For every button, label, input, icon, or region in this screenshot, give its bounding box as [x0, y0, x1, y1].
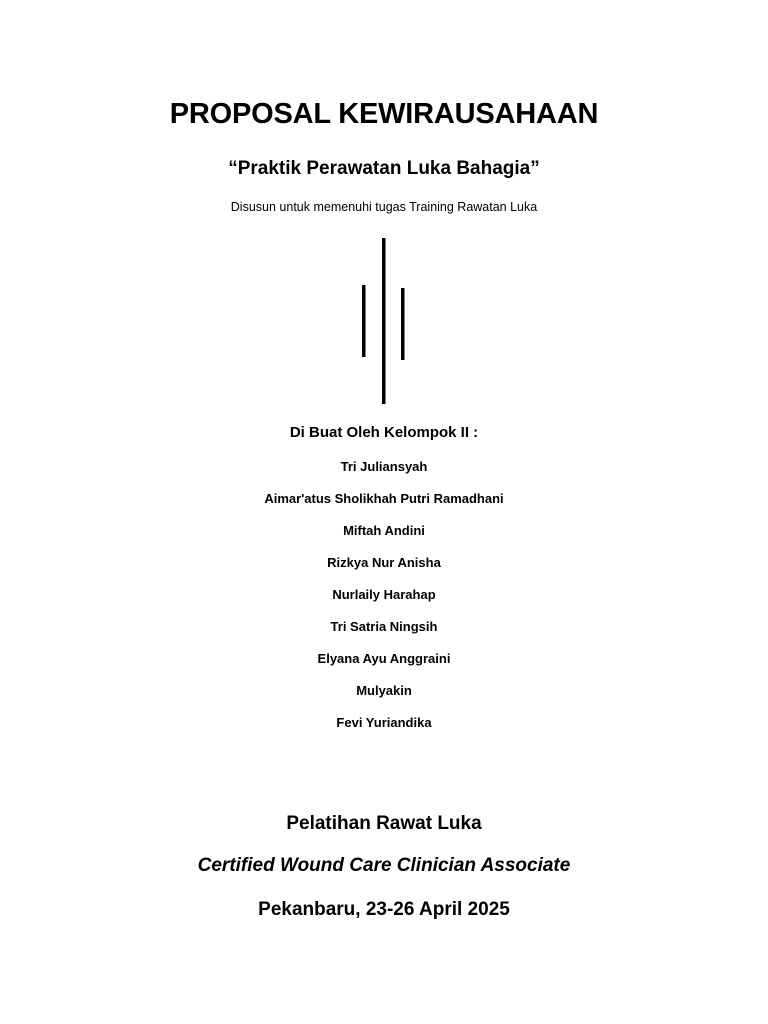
document-purpose: Disusun untuk memenuhi tugas Training Rawatan Luka: [230, 200, 538, 214]
member-list: [0, 456, 768, 744]
member-name: Miftah Andini: [343, 523, 425, 538]
member-name: Mulyakin: [356, 683, 412, 698]
logo-center-line: [382, 238, 386, 404]
document-title: PROPOSAL KEWIRAUSAHAAN: [169, 98, 599, 130]
member-name: Fevi Yuriandika: [336, 715, 432, 730]
logo-right-line: [401, 288, 405, 360]
member-name: Tri Juliansyah: [340, 459, 428, 474]
member-name: Aimar'atus Sholikhah Putri Ramadhani: [264, 491, 504, 506]
member-name: Elyana Ayu Anggraini: [317, 651, 451, 666]
member-name: Rizkya Nur Anisha: [327, 555, 441, 570]
logo-left-line: [362, 285, 366, 357]
member-name: Nurlaily Harahap: [332, 587, 436, 602]
place-and-date: Pekanbaru, 23-26 April 2025: [258, 899, 510, 920]
document-subtitle: “Praktik Perawatan Luka Bahagia”: [228, 158, 540, 179]
training-name: Pelatihan Rawat Luka: [286, 813, 482, 834]
created-by-heading: Di Buat Oleh Kelompok II :: [289, 424, 479, 441]
certification-name: Certified Wound Care Clinician Associate: [197, 855, 571, 876]
member-name: Tri Satria Ningsih: [330, 619, 438, 634]
three-vertical-lines-logo-icon: [344, 236, 424, 406]
